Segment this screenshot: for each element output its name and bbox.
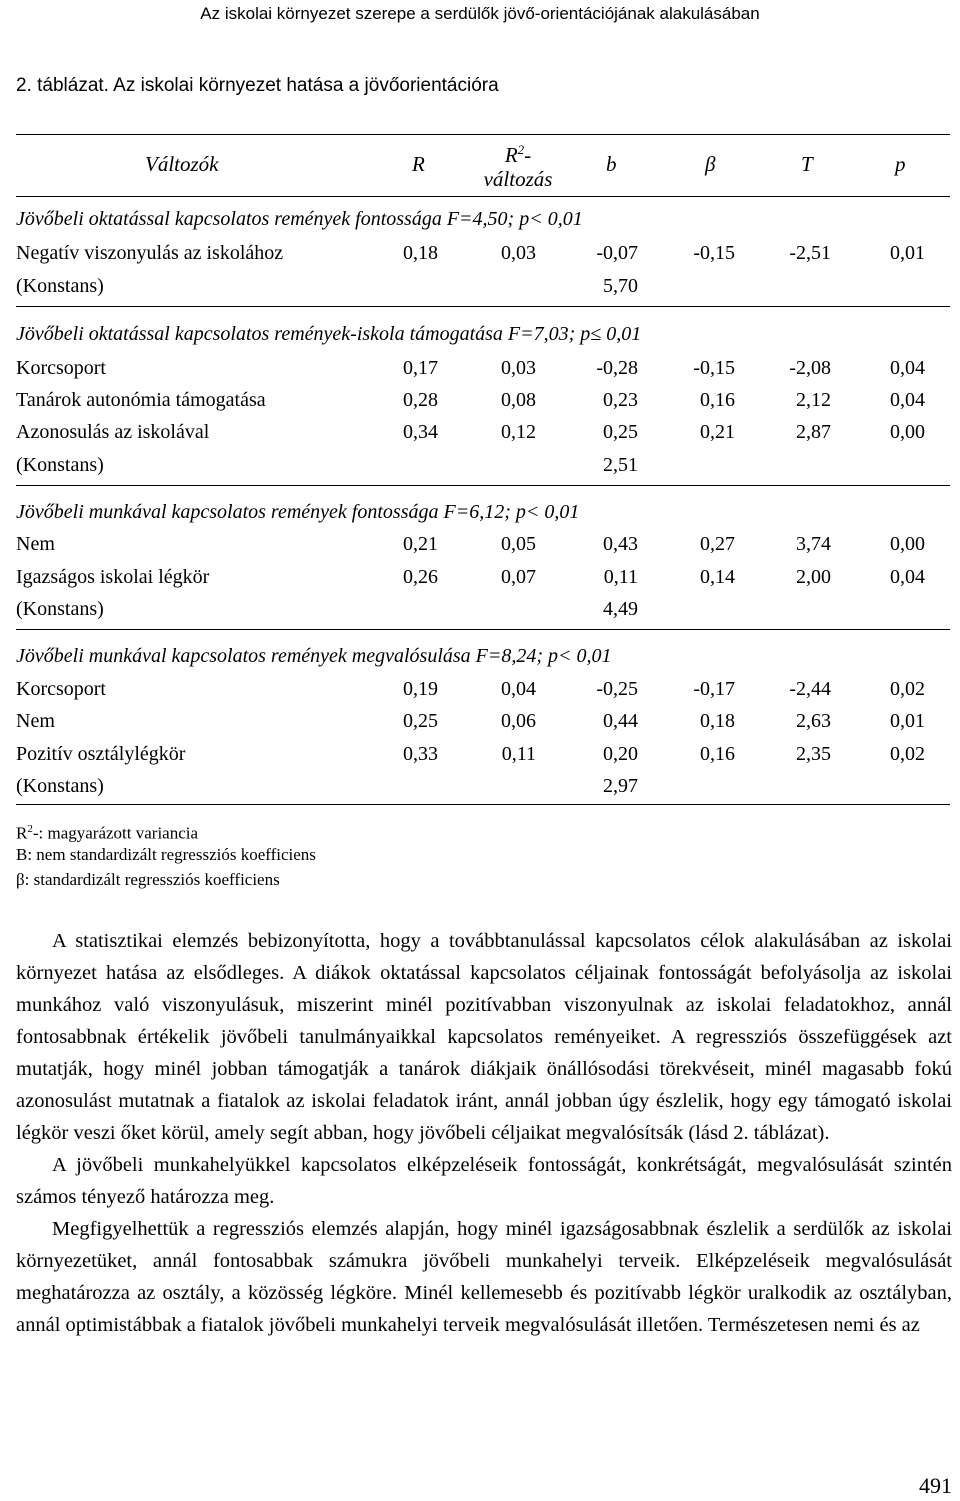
cell-T: -2,44 xyxy=(789,678,831,700)
cell-T: 2,00 xyxy=(796,566,831,588)
cell-T: 2,35 xyxy=(796,743,831,765)
cell-R2: 0,06 xyxy=(501,710,536,732)
table-row xyxy=(0,270,960,302)
header-b: b xyxy=(606,152,617,176)
cell-R: 0,28 xyxy=(403,389,438,411)
row-label: Nem xyxy=(16,533,55,555)
cell-b: 0,44 xyxy=(603,710,638,732)
section-rule xyxy=(16,629,950,630)
cell-beta: 0,18 xyxy=(700,710,735,732)
cell-R: 0,25 xyxy=(403,710,438,732)
cell-beta: -0,17 xyxy=(693,678,735,700)
footnote-b: B: nem standardizált regressziós koefficiens xyxy=(16,845,316,864)
cell-b: -0,25 xyxy=(596,678,638,700)
cell-T: -2,08 xyxy=(789,357,831,379)
table-row xyxy=(0,593,960,625)
header-p: p xyxy=(895,152,906,176)
footnote-r2-text: -: magyarázott variancia xyxy=(32,823,199,843)
cell-p: 0,04 xyxy=(890,389,925,411)
cell-b: 0,25 xyxy=(603,421,638,443)
table-row xyxy=(0,770,960,802)
table-bottom-rule xyxy=(16,804,950,805)
cell-b: 2,97 xyxy=(603,775,638,797)
row-label: Korcsoport xyxy=(16,357,106,379)
cell-beta: 0,27 xyxy=(700,533,735,555)
section-rule xyxy=(16,485,950,486)
table-top-rule xyxy=(16,134,950,135)
cell-R: 0,19 xyxy=(403,678,438,700)
cell-R: 0,34 xyxy=(403,421,438,443)
row-label: Negatív viszonyulás az iskolához xyxy=(16,242,284,264)
table-row xyxy=(0,449,960,481)
cell-p: 0,01 xyxy=(890,242,925,264)
cell-R2: 0,03 xyxy=(501,242,536,264)
cell-b: 0,11 xyxy=(603,566,638,588)
cell-p: 0,00 xyxy=(890,421,925,443)
cell-R: 0,18 xyxy=(403,242,438,264)
cell-R2: 0,07 xyxy=(501,566,536,588)
cell-T: -2,51 xyxy=(789,242,831,264)
cell-beta: -0,15 xyxy=(693,357,735,379)
section-title: Jövőbeli oktatással kapcsolatos remények fontossága F=4,50; p< 0,01 xyxy=(16,208,583,230)
header-bottom-rule xyxy=(16,196,950,197)
cell-beta: 0,16 xyxy=(700,743,735,765)
table-row xyxy=(0,352,960,384)
row-label: (Konstans) xyxy=(16,454,104,476)
table-row xyxy=(0,384,960,416)
cell-b: -0,28 xyxy=(596,357,638,379)
header-R2-base: R xyxy=(504,143,518,167)
cell-beta: 0,14 xyxy=(700,566,735,588)
row-label: (Konstans) xyxy=(16,275,104,297)
cell-p: 0,04 xyxy=(890,566,925,588)
running-header: Az iskolai környezet szerepe a serdülők jövő-orientációjának alakulásában xyxy=(200,4,760,23)
paragraph: Megfigyelhettük a regressziós elemzés alapján, hogy minél igazságosabbnak észlelik a serdülők az iskolai környezetüket, annál fontosabbak számukra jövőbeli munkahelyi terveik. Elképzeléseik megvalósulását meghatározza az osztály, a közösség légköre. Minél kellemesebb és pozitívabb légkör uralkodik az osztályban, annál optimistábbak a fiatalok jövőbeli munkahelyi terveik megvalósulását illetően. Természetesen nemi és az xyxy=(16,1218,952,1336)
cell-beta: 0,21 xyxy=(700,421,735,443)
paragraph: A jövőbeli munkahelyükkel kapcsolatos elképzeléseik fontosságát, konkrétságát, megvalósulását szintén számos tényező határozza meg. xyxy=(16,1154,952,1208)
section-title: Jövőbeli munkával kapcsolatos remények megvalósulása F=8,24; p< 0,01 xyxy=(16,645,612,667)
cell-R2: 0,04 xyxy=(501,678,536,700)
table-row xyxy=(0,673,960,705)
cell-p: 0,02 xyxy=(890,743,925,765)
row-label: Pozitív osztálylégkör xyxy=(16,743,186,765)
header-variables: Változók xyxy=(145,152,219,176)
cell-b: 2,51 xyxy=(603,454,638,476)
section-title: Jövőbeli oktatással kapcsolatos remények-iskola támogatása F=7,03; p≤ 0,01 xyxy=(16,323,642,345)
row-label: Korcsoport xyxy=(16,678,106,700)
cell-T: 2,63 xyxy=(796,710,831,732)
cell-p: 0,00 xyxy=(890,533,925,555)
header-R2-change xyxy=(470,138,566,191)
table-row xyxy=(0,738,960,770)
table-row xyxy=(0,416,960,448)
cell-R2: 0,08 xyxy=(501,389,536,411)
cell-R: 0,17 xyxy=(403,357,438,379)
table-row xyxy=(0,561,960,593)
table-caption: 2. táblázat. Az iskolai környezet hatása a jövőorientációra xyxy=(16,75,499,96)
header-beta: β xyxy=(705,152,716,176)
footnote-beta: β: standardizált regressziós koefficiens xyxy=(16,870,280,889)
table-row xyxy=(0,705,960,737)
cell-b: 0,20 xyxy=(603,743,638,765)
cell-b: 0,43 xyxy=(603,533,638,555)
header-R2-change-label: változás xyxy=(483,167,553,191)
cell-T: 3,74 xyxy=(796,533,831,555)
row-label: Azonosulás az iskolával xyxy=(16,421,210,443)
cell-R2: 0,11 xyxy=(501,743,536,765)
row-label: (Konstans) xyxy=(16,775,104,797)
row-label: (Konstans) xyxy=(16,598,104,620)
row-label: Igazságos iskolai légkör xyxy=(16,566,210,588)
footnote-r2-base: R xyxy=(16,823,28,843)
section-rule xyxy=(16,306,950,307)
cell-p: 0,01 xyxy=(890,710,925,732)
section-title: Jövőbeli munkával kapcsolatos remények fontossága F=6,12; p< 0,01 xyxy=(16,501,580,523)
page-number: 491 xyxy=(919,1473,952,1498)
cell-b: -0,07 xyxy=(596,242,638,264)
cell-T: 2,12 xyxy=(796,389,831,411)
table-row xyxy=(0,237,960,269)
cell-p: 0,02 xyxy=(890,678,925,700)
header-T: T xyxy=(801,152,813,176)
cell-beta: 0,16 xyxy=(700,389,735,411)
body-text xyxy=(16,925,952,1341)
cell-R: 0,33 xyxy=(403,743,438,765)
cell-R2: 0,03 xyxy=(501,357,536,379)
row-label: Nem xyxy=(16,710,55,732)
cell-beta: -0,15 xyxy=(693,242,735,264)
footnote-r2-sup: 2 xyxy=(27,823,33,835)
row-label: Tanárok autonómia támogatása xyxy=(16,389,266,411)
header-R2-dash: - xyxy=(524,143,532,167)
header-R2-sup: 2 xyxy=(517,142,525,157)
paragraph: A statisztikai elemzés bebizonyította, hogy a továbbtanulással kapcsolatos célok alakulásában az iskolai környezet hatása az elsődleges. A diákok oktatással kapcsolatos céljainak fontosságát befolyásolja az iskolai munkához való viszonyulásuk, miszerint minél pozitívabban viszonyulnak az iskolai feladatokhoz, annál fontosabbnak értékelik jövőbeli tanulmányaikkal kapcsolatos reményeiket. A regressziós összefüggések azt mutatják, hogy minél jobban támogatják a tanárok diákjaik önállósodási törekvéseit, minél magasabb fokú azonosulást mutatnak a fiatalok az iskolai feladatok iránt, annál jobban úgy észlelik, hogy egy támogató iskolai légkör veszi őket körül, amely segít abban, hogy jövőbeli céljaikat megvalósítsák (lásd 2. táblázat). xyxy=(16,930,952,1144)
cell-R2: 0,05 xyxy=(501,533,536,555)
cell-b: 5,70 xyxy=(603,275,638,297)
cell-p: 0,04 xyxy=(890,357,925,379)
footnote-r2 xyxy=(16,817,198,846)
cell-R2: 0,12 xyxy=(501,421,536,443)
cell-R: 0,26 xyxy=(403,566,438,588)
table-row xyxy=(0,528,960,560)
cell-R: 0,21 xyxy=(403,533,438,555)
cell-T: 2,87 xyxy=(796,421,831,443)
header-R: R xyxy=(412,152,425,176)
cell-b: 4,49 xyxy=(603,598,638,620)
cell-b: 0,23 xyxy=(603,389,638,411)
